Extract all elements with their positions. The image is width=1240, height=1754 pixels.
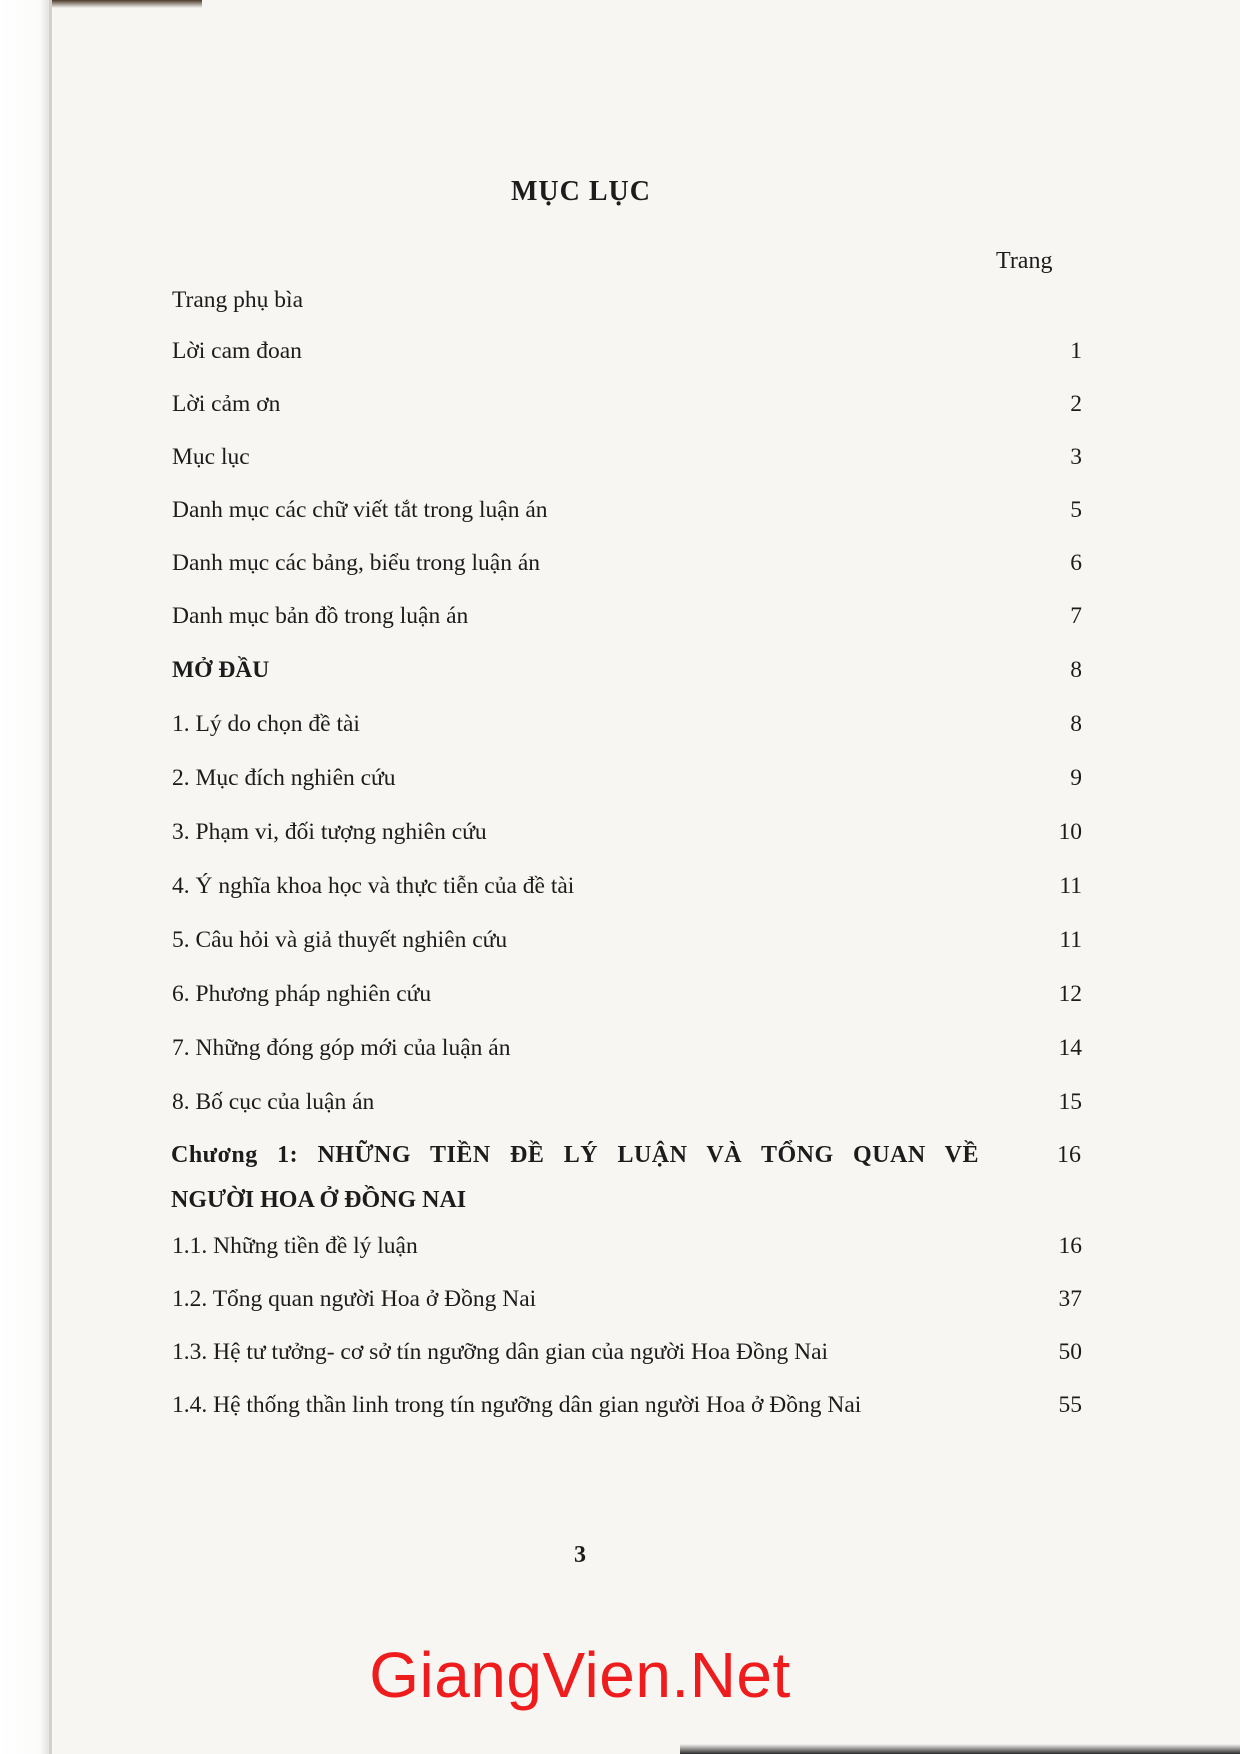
toc-entry xyxy=(172,287,1082,323)
toc-entry xyxy=(172,444,1082,480)
toc-entry-page: 14 xyxy=(1058,1035,1082,1061)
toc-entry xyxy=(172,1035,1082,1071)
toc-entry-text: Danh mục các chữ viết tắt trong luận án xyxy=(172,497,548,523)
toc-entry-text: 3. Phạm vi, đối tượng nghiên cứu xyxy=(172,819,487,845)
toc-entry-page: 12 xyxy=(1058,981,1082,1007)
toc-entry-page: 7 xyxy=(1070,603,1082,629)
toc-entry xyxy=(172,981,1082,1017)
toc-entry-text: Mục lục xyxy=(172,444,250,470)
chapter-heading-line2: NGƯỜI HOA Ở ĐỒNG NAI xyxy=(171,1187,467,1213)
toc-entry xyxy=(172,1339,1082,1375)
toc-entry-page: 37 xyxy=(1058,1286,1082,1312)
toc-entry-text: 1. Lý do chọn đề tài xyxy=(172,711,360,737)
toc-entry-page: 10 xyxy=(1058,819,1082,845)
toc-entry-text: MỞ ĐẦU xyxy=(172,657,270,683)
toc-entry-text: 7. Những đóng góp mới của luận án xyxy=(172,1035,511,1061)
toc-entry xyxy=(172,603,1082,639)
toc-entry xyxy=(172,819,1082,855)
toc-entry xyxy=(172,1233,1082,1269)
toc-entry-page: 8 xyxy=(1070,711,1082,737)
toc-entry-text: 1.4. Hệ thống thần linh trong tín ngưỡng dân gian người Hoa ở Đồng Nai xyxy=(172,1392,862,1418)
toc-entry xyxy=(172,1392,1082,1428)
toc-entry-page: 16 xyxy=(1057,1142,1081,1168)
toc-entry-page: 50 xyxy=(1058,1339,1082,1365)
toc-entry-text: 2. Mục đích nghiên cứu xyxy=(172,765,396,791)
page-column-label: Trang xyxy=(996,248,1053,274)
document-page xyxy=(52,0,1240,1754)
toc-entry-text: Danh mục các bảng, biểu trong luận án xyxy=(172,550,541,576)
toc-entry-page: 11 xyxy=(1059,927,1082,953)
toc-entry-text: 8. Bố cục của luận án xyxy=(172,1089,375,1115)
toc-entry-page: 8 xyxy=(1070,657,1082,683)
toc-entry xyxy=(172,873,1082,909)
toc-entry xyxy=(172,1089,1082,1125)
toc-entry-page: 3 xyxy=(1070,444,1082,470)
toc-entry-text: Lời cam đoan xyxy=(172,338,302,364)
toc-entry-page: 5 xyxy=(1070,497,1082,523)
toc-entry-page: 55 xyxy=(1058,1392,1082,1418)
watermark-text: GiangVien.Net xyxy=(369,1639,791,1711)
toc-entry xyxy=(172,1286,1082,1322)
toc-entry-page: 16 xyxy=(1058,1233,1082,1259)
toc-entry xyxy=(172,391,1082,427)
toc-entry-page: 9 xyxy=(1070,765,1082,791)
toc-entry-page: 6 xyxy=(1070,550,1082,576)
page-number: 3 xyxy=(574,1542,586,1568)
page-title: MỤC LỤC xyxy=(511,176,651,207)
toc-entry-page: 1 xyxy=(1070,338,1082,364)
toc-entry-text: 5. Câu hỏi và giả thuyết nghiên cứu xyxy=(172,927,508,953)
toc-entry xyxy=(172,497,1082,533)
toc-entry-text: Trang phụ bìa xyxy=(172,287,303,313)
toc-entry xyxy=(172,765,1082,801)
toc-entry-page: 2 xyxy=(1070,391,1082,417)
toc-entry-page: 15 xyxy=(1058,1089,1082,1115)
toc-entry-section xyxy=(172,657,1082,693)
toc-entry-text: Danh mục bản đồ trong luận án xyxy=(172,603,469,629)
toc-entry xyxy=(172,338,1082,374)
toc-entry xyxy=(172,550,1082,586)
toc-entry-text: 4. Ý nghĩa khoa học và thực tiễn của đề tài xyxy=(172,873,575,899)
page-binding-edge xyxy=(0,0,52,1754)
toc-entry-text: 1.2. Tổng quan người Hoa ở Đồng Nai xyxy=(172,1286,537,1312)
toc-entry-text: 1.1. Những tiền đề lý luận xyxy=(172,1233,418,1259)
toc-entry xyxy=(172,711,1082,747)
toc-entry-text: 6. Phương pháp nghiên cứu xyxy=(172,981,432,1007)
toc-entry-text: 1.3. Hệ tư tưởng- cơ sở tín ngưỡng dân gian của người Hoa Đồng Nai xyxy=(172,1339,829,1365)
chapter-heading-line1: Chương 1: NHỮNG TIỀN ĐỀ LÝ LUẬN VÀ TỔNG QUAN VỀ xyxy=(171,1142,979,1168)
toc-entry xyxy=(172,927,1082,963)
toc-entry-page: 11 xyxy=(1059,873,1082,899)
toc-entry-text: Lời cảm ơn xyxy=(172,391,281,417)
